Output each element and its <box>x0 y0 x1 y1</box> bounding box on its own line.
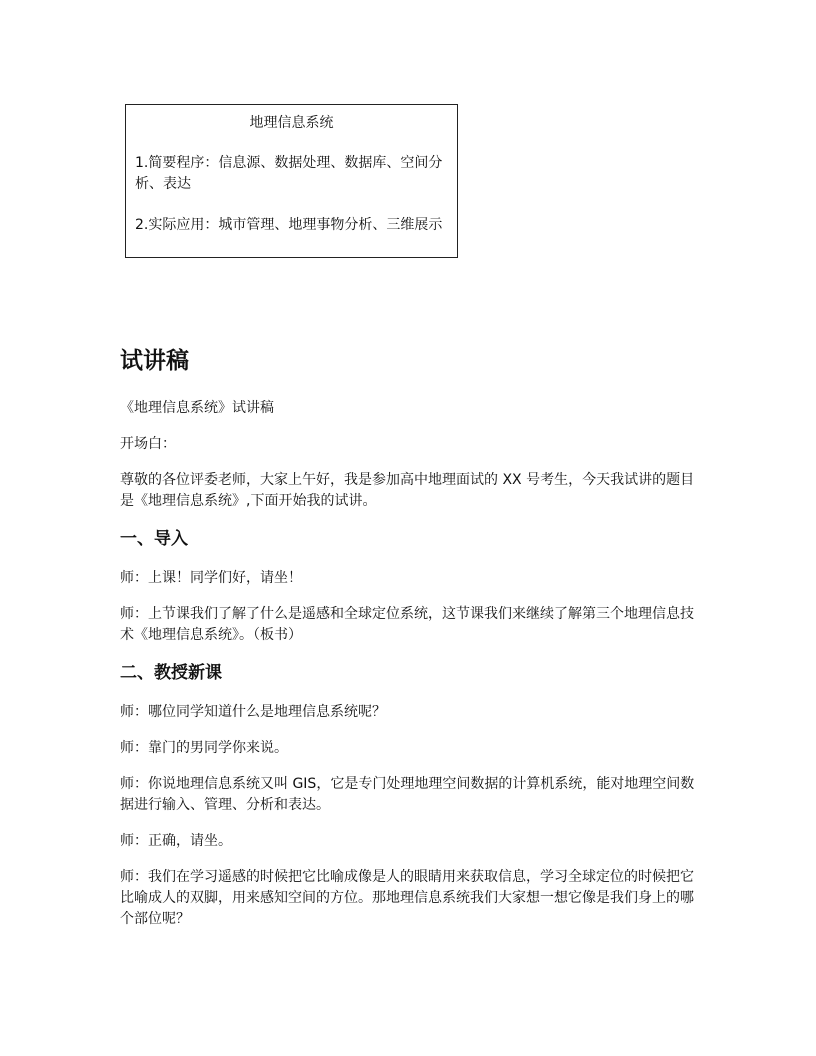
paragraph: 师：上节课我们了解了什么是遥感和全球定位系统，这节课我们来继续了解第三个地理信息技术《地理信息系统》。（板书） <box>120 606 694 643</box>
section-heading-introduction: 一、导入 <box>120 529 188 549</box>
board-line-procedure: 1.简要程序：信息源、数据处理、数据库、空间分析、表达 <box>135 155 443 192</box>
paragraph: 师：上课！同学们好，请坐！ <box>120 570 302 586</box>
opening-text: 尊敬的各位评委老师，大家上午好，我是参加高中地理面试的 XX 号考生，今天我试讲的题目是《地理信息系统》,下面开始我的试讲。 <box>120 472 695 509</box>
paragraph: 师：正确，请坐。 <box>120 833 232 849</box>
paragraph: 师：我们在学习遥感的时候把它比喻成像是人的眼睛用来获取信息，学习全球定位的时候把它比喻成人的双脚，用来感知空间的方位。那地理信息系统我们大家想一想它像是我们身上的哪个部位呢？ <box>120 869 694 927</box>
opening-label: 开场白： <box>120 436 176 452</box>
document-title: 试讲稿 <box>120 348 189 374</box>
section-heading-new-lesson: 二、教授新课 <box>120 663 222 683</box>
paragraph: 师：哪位同学知道什么是地理信息系统呢？ <box>120 704 386 720</box>
document-subtitle: 《地理信息系统》试讲稿 <box>120 400 274 416</box>
board-line-application: 2.实际应用：城市管理、地理事物分析、三维展示 <box>135 217 443 233</box>
board-title: 地理信息系统 <box>249 115 334 131</box>
paragraph: 师：靠门的男同学你来说。 <box>120 740 288 756</box>
document-body <box>120 344 700 945</box>
blackboard-outline-box <box>125 104 458 258</box>
paragraph: 师：你说地理信息系统又叫 GIS，它是专门处理地理空间数据的计算机系统，能对地理空间数据进行输入、管理、分析和表达。 <box>120 776 695 813</box>
